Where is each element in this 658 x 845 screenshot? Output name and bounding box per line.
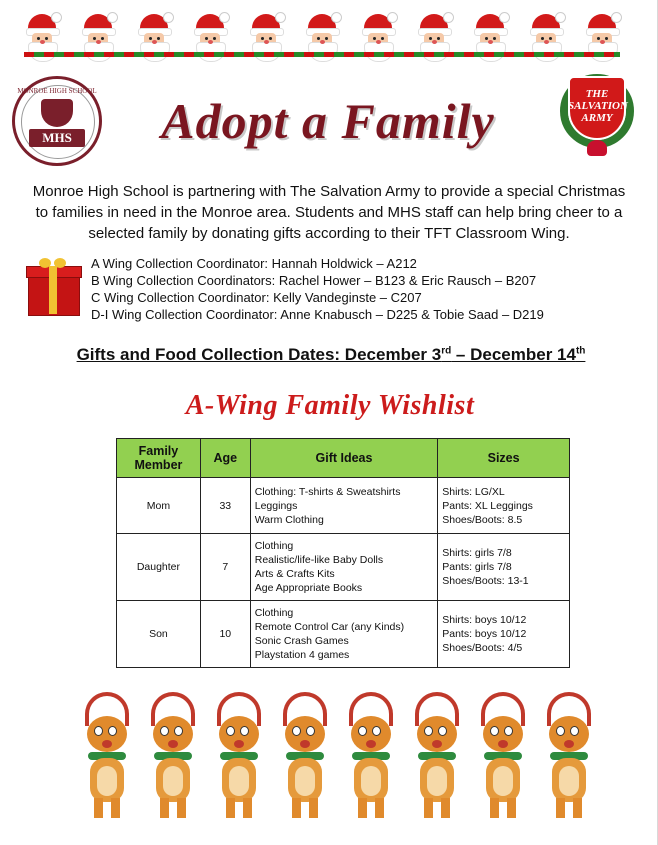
- age-cell: 10: [200, 601, 250, 668]
- wishlist-table: [116, 438, 570, 668]
- reindeer-icon: [408, 692, 466, 820]
- header-gift-ideas: Gift Ideas: [250, 439, 437, 478]
- header-sizes: Sizes: [438, 439, 570, 478]
- wishlist-title: A-Wing Family Wishlist: [185, 390, 475, 421]
- mhs-logo: [12, 76, 102, 166]
- reindeer-icon: [474, 692, 532, 820]
- table-row: [117, 601, 570, 668]
- coordinator-a-wing: A Wing Collection Coordinator: Hannah Holdwick – A212: [91, 256, 417, 271]
- coordinator-b-wing: B Wing Collection Coordinators: Rachel Hower – B123 & Eric Rausch – B207: [91, 273, 537, 288]
- coordinator-list: [91, 255, 631, 323]
- table-row: [117, 478, 570, 534]
- member-cell: Son: [117, 601, 201, 668]
- coordinator-c-wing: C Wing Collection Coordinator: Kelly Vandeginste – C207: [91, 290, 422, 305]
- age-cell: 33: [200, 478, 250, 534]
- sizes-cell: Shirts: LG/XL Pants: XL Leggings Shoes/Boots: 8.5: [438, 478, 570, 534]
- mhs-logo-top-text: MONROE HIGH SCHOOL: [17, 87, 97, 95]
- member-cell: Mom: [117, 478, 201, 534]
- header-family-member: Family Member: [117, 439, 201, 478]
- border-stripe: [24, 52, 620, 57]
- collection-dates: Gifts and Food Collection Dates: December 3rd – December 14th: [76, 345, 586, 364]
- gift-ideas-cell: Clothing: T-shirts & Sweatshirts Leggings Warm Clothing: [250, 478, 437, 534]
- reindeer-icon: [276, 692, 334, 820]
- bow-icon: [587, 140, 607, 156]
- reindeer-icon: [540, 692, 598, 820]
- gift-ideas-cell: Clothing Remote Control Car (any Kinds) Sonic Crash Games Playstation 4 games: [250, 601, 437, 668]
- sizes-cell: Shirts: girls 7/8 Pants: girls 7/8 Shoes/Boots: 13-1: [438, 534, 570, 601]
- reindeer-icon: [144, 692, 202, 820]
- table-header-row: [117, 439, 570, 478]
- page-title: Adopt a Family: [161, 93, 495, 149]
- reindeer-icon: [210, 692, 268, 820]
- reindeer-illustration: [78, 672, 618, 822]
- gift-box-icon: [26, 258, 80, 316]
- intro-paragraph: Monroe High School is partnering with The Salvation Army to provide a special Christmas to families in need in the Monroe area. Students and MHS staff can help bring cheer to a selected family by donating gifts according to their TFT Classroom Wing.: [32, 183, 626, 242]
- salvation-army-logo: [556, 70, 638, 160]
- mhs-logo-badge: MHS: [29, 129, 85, 147]
- coordinator-di-wing: D-I Wing Collection Coordinator: Anne Knabusch – D225 & Tobie Saad – D219: [91, 307, 544, 322]
- table-row: [117, 534, 570, 601]
- member-cell: Daughter: [117, 534, 201, 601]
- header-age: Age: [200, 439, 250, 478]
- reindeer-icon: [78, 692, 136, 820]
- sizes-cell: Shirts: boys 10/12 Pants: boys 10/12 Shoes/Boots: 4/5: [438, 601, 570, 668]
- gift-ideas-cell: Clothing Realistic/life-like Baby Dolls Arts & Crafts Kits Age Appropriate Books: [250, 534, 437, 601]
- salvation-army-logo-text: THE SALVATION ARMY: [568, 88, 628, 124]
- reindeer-icon: [342, 692, 400, 820]
- age-cell: 7: [200, 534, 250, 601]
